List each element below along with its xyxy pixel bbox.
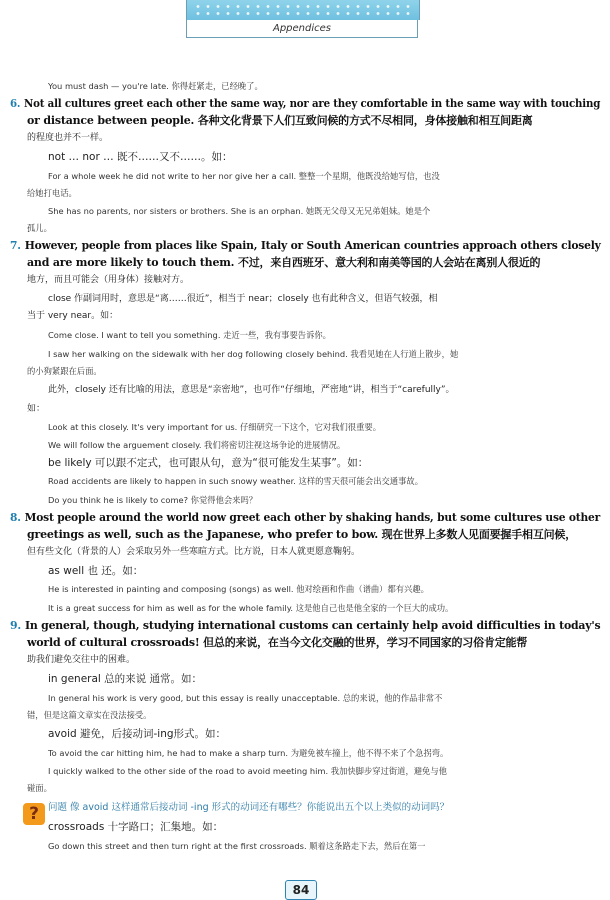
section-number: 7.	[10, 239, 21, 252]
section-title: Appendices	[186, 20, 418, 38]
line-text: Not all cultures greet each other the same way, nor are they comfortable in the same way with touching	[24, 97, 601, 110]
line-text: world of cultural crossroads! 但总的来说，在当今文化交融的世界，学习不同国家的习俗肯定能帮	[27, 636, 528, 649]
section-heading	[10, 98, 600, 110]
text-line	[27, 403, 45, 415]
text-line	[48, 747, 448, 759]
text-line	[27, 257, 540, 269]
line-text: 此外，closely 还有比喻的用法，意思是“亲密地”，也可作“仔细地，严密地”讲，相当于“carefully”。	[48, 385, 455, 395]
line-text: 地方，而且可能会（用身体）接触对方。	[27, 275, 190, 285]
line-text: not … nor … 既不……又不……。如：	[48, 151, 233, 163]
line-text: Most people around the world now greet each other by shaking hands, but some cultures use other	[24, 511, 601, 524]
text-line	[48, 80, 263, 92]
line-text: close 作副词用时，意思是“离……很近”，相当于 near；closely 也有此种含义，但语气较强，相	[48, 294, 438, 304]
line-text: 但有些文化（背景的人）会采取另外一些寒暄方式。比方说，日本人就更愿意鞠躬。	[27, 547, 361, 557]
text-line	[48, 170, 440, 182]
line-text: as well 也 还。如：	[48, 565, 144, 577]
text-line	[48, 494, 257, 506]
line-text: I saw her walking on the sidewalk with her dog following closely behind. 我看见她在人行道上散步，她	[48, 349, 459, 359]
line-text: in general 总的来说 通常。如：	[48, 673, 202, 685]
line-text: He is interested in painting and composing (songs) as well. 他对绘画和作曲（谱曲）都有兴趣。	[48, 584, 429, 594]
text-line	[27, 132, 108, 144]
line-text: 孤儿。	[27, 223, 52, 233]
text-line	[27, 654, 135, 666]
text-line	[48, 673, 202, 685]
text-line	[48, 475, 423, 487]
section-number: 6.	[10, 97, 21, 110]
text-line	[48, 439, 345, 451]
text-line	[48, 840, 425, 852]
question-icon: ?	[23, 803, 45, 825]
text-line	[48, 457, 368, 469]
line-text: Look at this closely. It's very important for us. 仔细研究一下这个，它对我们很重要。	[48, 422, 381, 432]
line-text: 的程度也并不一样。	[27, 133, 109, 143]
section-heading	[10, 620, 600, 632]
text-line	[27, 115, 533, 127]
text-line	[48, 421, 381, 433]
line-text: In general his work is very good, but this essay is really unacceptable. 总的来说，他的作品非常不	[48, 693, 443, 703]
line-text: For a whole week he did not write to her nor give her a call. 整整一个星期，他既没给她写信，也没	[48, 171, 440, 181]
line-text: 错，但是这篇文章实在没法接受。	[27, 710, 152, 720]
line-text: 给她打电话。	[27, 188, 77, 198]
line-text: or distance between people. 各种文化背景下人们互致问候的方式不尽相同，身体接触和相互间距离	[27, 114, 533, 127]
text-line	[48, 329, 331, 341]
line-text: To avoid the car hitting him, he had to make a sharp turn. 为避免被车撞上，他不得不来了个急拐弯。	[48, 748, 449, 758]
line-text: 问题 像 avoid 这样通常后接动词 -ing 形式的动词还有哪些？你能说出五个以上类似的动词吗？	[48, 802, 450, 813]
text-line	[27, 546, 360, 558]
line-text: In general, though, studying international customs can certainly help avoid difficulties in today's	[24, 619, 601, 632]
line-text: and are more likely to touch them. 不过，来自西班牙、意大利和南美等国的人会站在离别人很近的	[27, 256, 541, 269]
text-line	[48, 692, 442, 704]
line-text: Do you think he is likely to come? 你觉得他会来吗？	[48, 495, 258, 505]
section-heading	[10, 512, 600, 524]
line-text: 如：	[27, 404, 46, 414]
text-line	[48, 348, 458, 360]
line-text: crossroads 十字路口；汇集地。如：	[48, 821, 224, 833]
text-line	[27, 782, 52, 794]
text-line	[48, 821, 223, 833]
page-number: 84	[285, 880, 317, 900]
text-line	[48, 802, 449, 814]
section-heading	[10, 240, 601, 252]
text-line	[48, 151, 232, 163]
text-line	[27, 187, 77, 199]
line-text: I quickly walked to the other side of the road to avoid meeting him. 我加快脚步穿过街道，避免与他	[48, 766, 447, 776]
line-text: 当于 very near。如：	[27, 311, 119, 321]
text-line	[48, 205, 430, 217]
line-text: 的小狗紧跟在后面。	[27, 366, 102, 376]
line-text: avoid 避免，后接动词-ing形式。如：	[48, 728, 227, 740]
text-line	[27, 365, 102, 377]
text-line	[27, 310, 118, 322]
line-text: 碰面。	[27, 783, 52, 793]
line-text: It is a great success for him as well as for the whole family. 这是他自己也是他全家的一个巨大的成功。	[48, 603, 454, 613]
text-line	[48, 565, 143, 577]
line-text: We will follow the arguement closely. 我们将密切注视这场争论的进展情况。	[48, 440, 346, 450]
line-text: Road accidents are likely to happen in such snowy weather. 这样的雪天很可能会出交通事故。	[48, 476, 423, 486]
text-line	[48, 384, 455, 396]
line-text: be likely 可以跟不定式，也可跟从句，意为“很可能发生某事”。如：	[48, 457, 369, 469]
section-number: 9.	[10, 619, 21, 632]
text-line	[27, 709, 151, 721]
text-line	[27, 637, 527, 649]
text-line	[48, 583, 429, 595]
text-line	[48, 765, 447, 777]
line-text: 助我们避免交往中的困难。	[27, 655, 136, 665]
line-text: Go down this street and then turn right at the first crossroads. 顺着这条路走下去，然后在第一	[48, 841, 426, 851]
line-text: You must dash — you're late. 你得赶紧走，已经晚了。	[48, 81, 263, 91]
text-line	[27, 274, 189, 286]
section-number: 8.	[10, 511, 21, 524]
line-text: She has no parents, nor sisters or brothers. She is an orphan. 她既无父母又无兄弟姐妹。她是个	[48, 206, 431, 216]
text-line	[27, 529, 576, 541]
line-text: greetings as well, such as the Japanese, who prefer to bow. 现在世界上多数人见面要握手相互问候，	[27, 528, 577, 541]
text-line	[48, 602, 453, 614]
text-line	[27, 222, 52, 234]
text-line	[48, 293, 438, 305]
line-text: However, people from places like Spain, Italy or South American countries approach others closely	[24, 239, 601, 252]
text-line	[48, 728, 226, 740]
header-decoration	[186, 0, 420, 20]
line-text: Come close. I want to tell you something. 走近一些，我有事要告诉你。	[48, 330, 331, 340]
